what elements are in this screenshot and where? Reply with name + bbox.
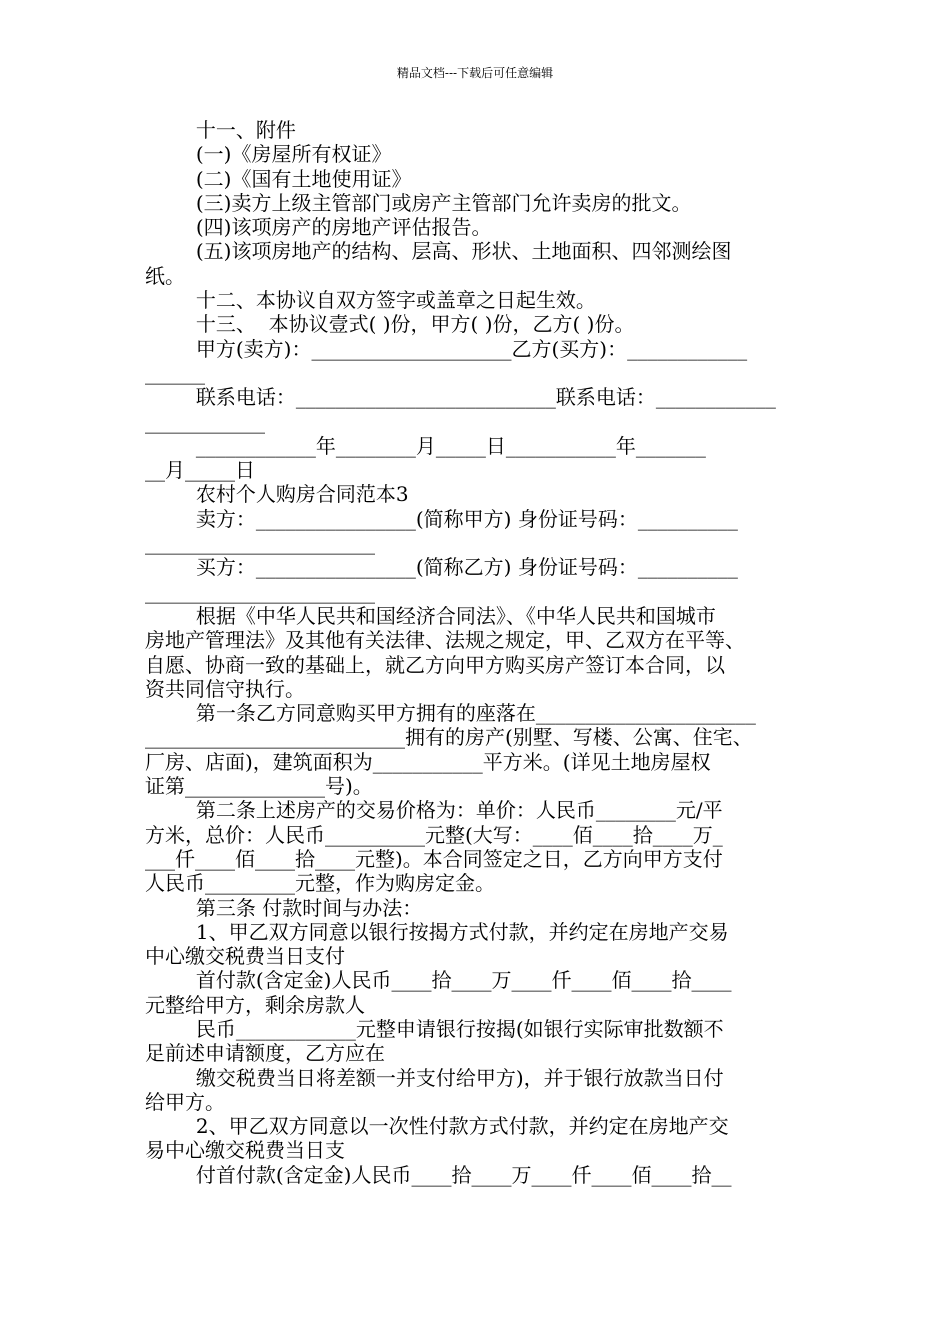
- text-line: ___仟____佰____拾____元整)。本合同签定之日，乙方向甲方支付: [145, 846, 723, 871]
- text-line: 元整给甲方，剩余房款人: [145, 992, 365, 1017]
- text-line: 资共同信守执行。: [145, 676, 305, 701]
- text-line: ____________: [145, 409, 265, 434]
- text-line: ______: [145, 360, 205, 385]
- text-line: (二)《国有土地使用证》: [145, 166, 412, 191]
- text-line: 十三、 本协议壹式( )份，甲方( )份，乙方( )份。: [145, 312, 635, 337]
- text-line: 根据《中华人民共和国经济合同法》、《中华人民共和国城市: [145, 603, 716, 628]
- text-line: 缴交税费当日将差额一并支付给甲方)，并于银行放款当日付: [145, 1065, 724, 1090]
- text-line: 第三条 付款时间与办法：: [145, 895, 423, 920]
- text-line: 房地产管理法》及其他有关法律、法规之规定，甲、乙双方在平等、: [145, 628, 745, 653]
- text-line: 首付款(含定金)人民币____拾____万____仟____佰____拾____: [145, 968, 732, 993]
- text-line: _______________________: [145, 531, 375, 556]
- text-line: __月_____日: [145, 458, 255, 483]
- text-line: 人民币_________元整，作为购房定金。: [145, 871, 495, 896]
- text-line: 联系电话：__________________________联系电话：____________: [145, 385, 776, 410]
- text-line: 中心缴交税费当日支付: [145, 944, 345, 969]
- text-line: 给甲方。: [145, 1089, 225, 1114]
- text-line: 十一、附件: [145, 118, 296, 142]
- text-line: 自愿、协商一致的基础上，就乙方向甲方购买房产签订本合同，以: [145, 652, 725, 677]
- text-line: 甲方(卖方)：____________________乙方(买方)：____________: [145, 336, 748, 361]
- text-line: __________________________拥有的房产(别墅、写楼、公寓、住宅、: [145, 725, 753, 750]
- text-line: (五)该项房地产的结构、层高、形状、土地面积、四邻测绘图: [145, 239, 732, 264]
- text-line: 十二、本协议自双方签字或盖章之日起生效。: [145, 288, 596, 313]
- text-line: 付首付款(含定金)人民币____拾____万____仟____佰____拾__: [145, 1162, 732, 1187]
- text-line: 买方：________________(简称乙方) 身份证号码：__________: [145, 555, 738, 580]
- text-line: ____________年________月_____日___________年_______: [145, 433, 706, 458]
- text-line: 证第______________号)。: [145, 774, 373, 799]
- document-body: [145, 118, 807, 1187]
- text-line: 民币____________元整申请银行按揭(如银行实际审批数额不: [145, 1016, 724, 1041]
- page-header: 精品文档---下载后可任意编辑: [396, 66, 554, 80]
- text-line: 易中心缴交税费当日支: [145, 1138, 345, 1163]
- text-line: _______________________: [145, 579, 375, 604]
- text-line: 1、甲乙双方同意以银行按揭方式付款，并约定在房地产交易: [145, 919, 729, 944]
- text-line: 农村个人购房合同范本3: [145, 482, 409, 507]
- text-line: 足前述申请额度，乙方应在: [145, 1041, 385, 1066]
- text-line: 2、甲乙双方同意以一次性付款方式付款，并约定在房地产交: [145, 1114, 729, 1139]
- text-line: (三)卖方上级主管部门或房产主管部门允许卖房的批文。: [145, 190, 692, 215]
- text-line: 纸。: [145, 263, 185, 288]
- text-line: (四)该项房产的房地产评估报告。: [145, 215, 492, 240]
- text-line: 第二条上述房产的交易价格为：单价：人民币________元/平: [145, 798, 723, 823]
- text-line: 厂房、店面)，建筑面积为___________平方米。(详见土地房屋权: [145, 749, 711, 774]
- text-line: (一)《房屋所有权证》: [145, 142, 392, 167]
- text-line: 方米，总价：人民币__________元整(大写：____佰____拾____万_: [145, 822, 723, 847]
- text-line: 卖方：________________(简称甲方) 身份证号码：__________: [145, 506, 738, 531]
- text-line: 第一条乙方同意购买甲方拥有的座落在______________________: [145, 701, 756, 726]
